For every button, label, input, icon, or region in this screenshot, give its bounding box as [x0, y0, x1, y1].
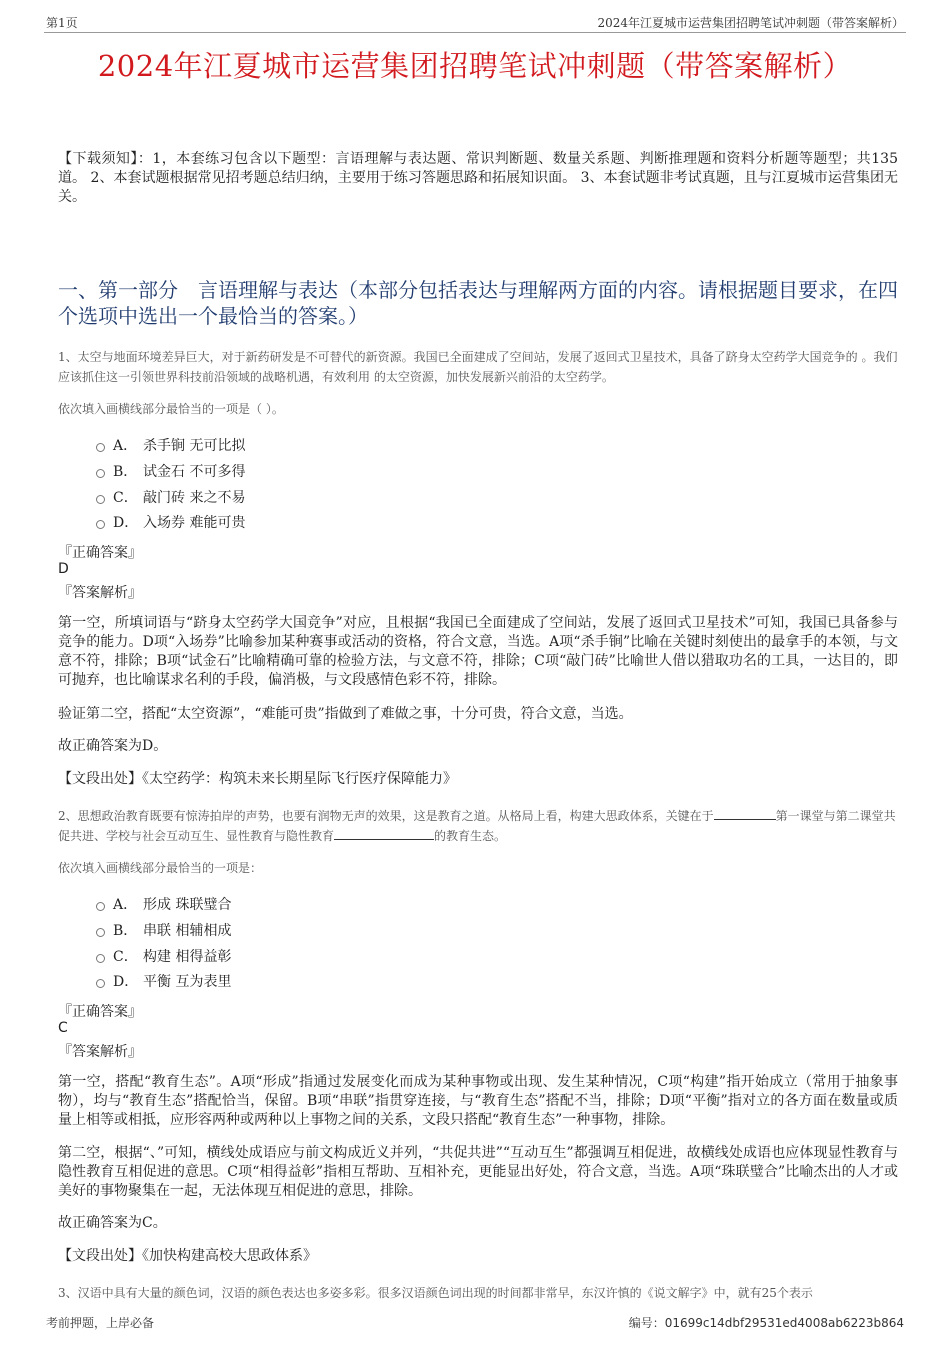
option-letter: B． — [113, 923, 138, 939]
option-text: 构建 相得益彰 — [143, 949, 232, 965]
question-1-option-d[interactable] — [96, 512, 245, 532]
option-text: 平衡 互为表里 — [143, 974, 232, 990]
question-2-stem — [58, 806, 900, 846]
option-letter: C． — [113, 490, 138, 506]
answer-blank-1 — [714, 807, 776, 820]
option-text: 试金石 不可多得 — [143, 464, 246, 480]
question-2-analysis-2: 第二空，根据“、”可知，横线处成语应与前文构成近义并列，“共促共进”“互动互生”都强调互相促进，故横线处成语也应体现显性教育与隐性教育互相促进的意思。C项“相得益彰”指相互帮助、互相补充，更能显出好处，符合文意，当选。A项“珠联璧合”比喻杰出的人才或美好的事物聚集在一起，无法体现互相促进的意思，排除。 — [58, 1145, 898, 1199]
question-2-option-b[interactable] — [96, 920, 231, 940]
question-1-analysis-1: 第一空，所填词语与“跻身太空药学大国竞争”对应，且根据“我国已全面建成了空间站，发展了返回式卫星技术”可知，我国已具备参与竞争的能力。D项“入场券”比喻参加某种赛事或活动的资格，符合文意，当选。A项“杀手锏”比喻在关键时刻使出的最拿手的本领，与文意不符，排除；B项“试金石”比喻精确可靠的检验方法，与文意不符，排除；C项“敲门砖”比喻世人借以猎取功名的工具，一达目的，即可抛弃，也比喻谋求名利的手段，偏消极，与文段感情色彩不符，排除。 — [58, 615, 898, 688]
question-1-analysis-3: 故正确答案为D。 — [58, 738, 168, 754]
question-2-stem-part-2: 第一课堂与第二课堂共促共进、学校与社会互动互生、显性教育与隐性教育 — [58, 809, 896, 843]
question-2-answer: C — [58, 1020, 68, 1036]
radio-icon[interactable] — [96, 443, 105, 452]
footer-slogan: 考前押题，上岸必备 — [46, 1316, 155, 1330]
download-notice: 【下载须知】：1，本套练习包含以下题型：言语理解与表达题、常识判断题、数量关系题、判断推理题和资料分析题等题型；共135道。 2、本套试题根据常见招考题总结归纳，主要用于练习答题思路和拓展知识面。 3、本套试题非考试真题，且与江夏城市运营集团无关。 — [58, 151, 898, 205]
question-1-option-a[interactable] — [96, 435, 245, 455]
question-1-answer: D — [58, 561, 69, 577]
option-text: 入场券 难能可贵 — [143, 515, 246, 531]
footer-code — [629, 1314, 904, 1331]
option-letter: A． — [113, 438, 138, 454]
radio-icon[interactable] — [96, 954, 105, 963]
question-3-stem: 3、汉语中具有大量的颜色词，汉语的颜色表达也多姿多彩。很多汉语颜色词出现的时间都非常早，东汉许慎的《说文解字》中，就有25个表示 — [58, 1286, 813, 1300]
question-2-option-a[interactable] — [96, 894, 231, 914]
radio-icon[interactable] — [96, 469, 105, 478]
question-2-stem-part-1: 2、思想政治教育既要有惊涛拍岸的声势，也要有润物无声的效果，这是教育之道。从格局上看，构建大思政体系，关键在于 — [58, 809, 714, 823]
option-text: 杀手锏 无可比拟 — [143, 438, 246, 454]
radio-icon[interactable] — [96, 495, 105, 504]
question-2-source: 【文段出处】《加快构建高校大思政体系》 — [58, 1248, 317, 1264]
question-2-analysis-3: 故正确答案为C。 — [58, 1215, 167, 1231]
option-letter: A． — [113, 897, 138, 913]
question-1-analysis-2: 验证第二空，搭配“太空资源”，“难能可贵”指做到了难做之事，十分可贵，符合文意，当选。 — [58, 706, 633, 722]
question-1-option-b[interactable] — [96, 461, 245, 481]
question-1-answer-label: 『正确答案』 — [58, 545, 142, 561]
question-2-option-c[interactable] — [96, 946, 231, 966]
question-1-analysis-label: 『答案解析』 — [58, 585, 142, 601]
section-heading: 一、第一部分 言语理解与表达（本部分包括表达与理解两方面的内容。请根据题目要求，在四个选项中选出一个最恰当的答案。） — [58, 278, 898, 328]
radio-icon[interactable] — [96, 520, 105, 529]
option-letter: D． — [113, 974, 139, 990]
radio-icon[interactable] — [96, 902, 105, 911]
question-1-source: 【文段出处】《太空药学：构筑未来长期星际飞行医疗保障能力》 — [58, 771, 457, 787]
question-2-option-d[interactable] — [96, 971, 231, 991]
question-2-stem-part-3: 的教育生态。 — [434, 829, 507, 843]
question-2-analysis-1: 第一空，搭配“教育生态”。A项“形成”指通过发展变化而成为某种事物或出现、发生某种情况，C项“构建”指开始成立（常用于抽象事物），均与“教育生态”搭配恰当，保留。B项“串联”指贯穿连接，与“教育生态”搭配不当，排除；D项“平衡”指对立的各方面在数量或质量上相等或相抵，应形容两种或两种以上事物之间的关系，文段只搭配“教育生态”一种事物，排除。 — [58, 1074, 898, 1128]
radio-icon[interactable] — [96, 928, 105, 937]
question-2-answer-label: 『正确答案』 — [58, 1004, 142, 1020]
option-letter: D． — [113, 515, 139, 531]
question-1-prompt: 依次填入画横线部分最恰当的一项是（ ）。 — [58, 402, 284, 416]
option-text: 形成 珠联璧合 — [143, 897, 232, 913]
option-letter: B． — [113, 464, 138, 480]
footer-code-label: 编号： — [628, 1316, 665, 1330]
footer-code-value: 01699c14dbf29531ed4008ab6223b864 — [664, 1316, 904, 1330]
option-letter: C． — [113, 949, 138, 965]
option-text: 敲门砖 来之不易 — [143, 490, 246, 506]
question-1-option-c[interactable] — [96, 487, 245, 507]
question-2-analysis-label: 『答案解析』 — [58, 1044, 142, 1060]
option-text: 串联 相辅相成 — [143, 923, 232, 939]
answer-blank-2 — [334, 827, 434, 840]
question-2-prompt: 依次填入画横线部分最恰当的一项是： — [58, 861, 263, 875]
question-1-stem: 1、太空与地面环境差异巨大，对于新药研发是不可替代的新资源。我国已全面建成了空间站，发展了返回式卫星技术，具备了跻身太空药学大国竞争的 。我们应该抓住这一引领世界科技前沿领域的战略机遇，有效利用 的太空资源，加快发展新兴前沿的太空药学。 — [58, 350, 898, 384]
radio-icon[interactable] — [96, 979, 105, 988]
document-title: 2024年江夏城市运营集团招聘笔试冲刺题（带答案解析） — [97, 49, 853, 83]
page-number: 第1页 — [46, 16, 78, 30]
running-title: 2024年江夏城市运营集团招聘笔试冲刺题（带答案解析） — [597, 16, 904, 30]
header-divider — [44, 32, 906, 33]
